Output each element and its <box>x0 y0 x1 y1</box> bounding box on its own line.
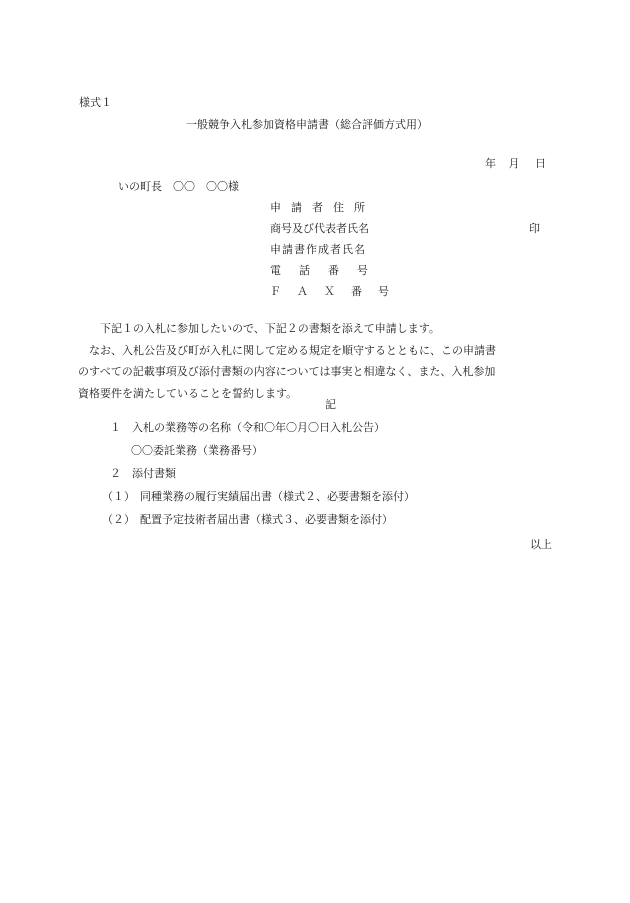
seal-mark: 印 <box>529 222 540 235</box>
item-2-sub-1-number: （１） <box>102 490 135 503</box>
item-1-detail: 〇〇委託業務（業務番号） <box>131 444 263 457</box>
item-2-text: 添付書類 <box>132 467 176 480</box>
declaration-paragraph <box>78 318 554 404</box>
applicant-address-row <box>270 197 550 218</box>
applicant-block <box>270 197 550 302</box>
paragraph-line-1: 下記１の入札に参加したいので、下記２の書類を添えて申請します。 <box>100 322 440 335</box>
fax-row <box>270 281 550 302</box>
date-month: 月 <box>508 157 520 170</box>
preparer-label: 申請書作成者氏名 <box>270 243 366 256</box>
form-number: 様式１ <box>79 96 112 109</box>
preparer-row <box>270 239 550 260</box>
paragraph-line-3: のすべての記載事項及び添付書類の内容については事実と相違なく、また、入札参加 <box>78 365 496 378</box>
item-list <box>102 416 415 531</box>
item-1-number: １ <box>110 421 121 434</box>
phone-label: 電話番号 <box>270 264 386 277</box>
item-2-sub-2 <box>102 508 415 531</box>
date-line <box>485 157 546 170</box>
date-year: 年 <box>485 157 496 170</box>
item-2-sub-1-text: 同種業務の履行実績届出書（様式２、必要書類を添付） <box>140 490 415 503</box>
item-2-sub-2-text: 配置予定技術者届出書（様式３、必要書類を添付） <box>140 513 393 526</box>
fax-label: ＦＡＸ番号 <box>270 285 405 298</box>
document-title: 一般競争入札参加資格申請書（総合評価方式用） <box>186 118 428 131</box>
item-2-sub-2-number: （２） <box>102 513 135 526</box>
date-day: 日 <box>535 157 546 170</box>
phone-row <box>270 260 550 281</box>
item-1-text: 入札の業務等の名称（令和〇年〇月〇日入札公告） <box>132 421 385 434</box>
applicant-address-label: 申請者住所 <box>270 201 375 214</box>
ki-heading: 記 <box>325 398 336 411</box>
closing-mark: 以上 <box>530 538 552 551</box>
paragraph-line-2: なお、入札公告及び町が入札に関して定める規定を順守するとともに、この申請書 <box>89 343 496 357</box>
item-2-number: ２ <box>110 467 121 480</box>
item-2-sub-1 <box>102 485 415 508</box>
item-2 <box>110 462 415 485</box>
company-rep-label: 商号及び代表者氏名 <box>270 222 369 235</box>
company-rep-row <box>270 218 550 239</box>
item-1 <box>110 416 415 439</box>
paragraph-line-4: 資格要件を満たしていることを誓約します。 <box>78 386 298 400</box>
addressee: いの町長 〇〇 〇〇様 <box>118 180 239 193</box>
